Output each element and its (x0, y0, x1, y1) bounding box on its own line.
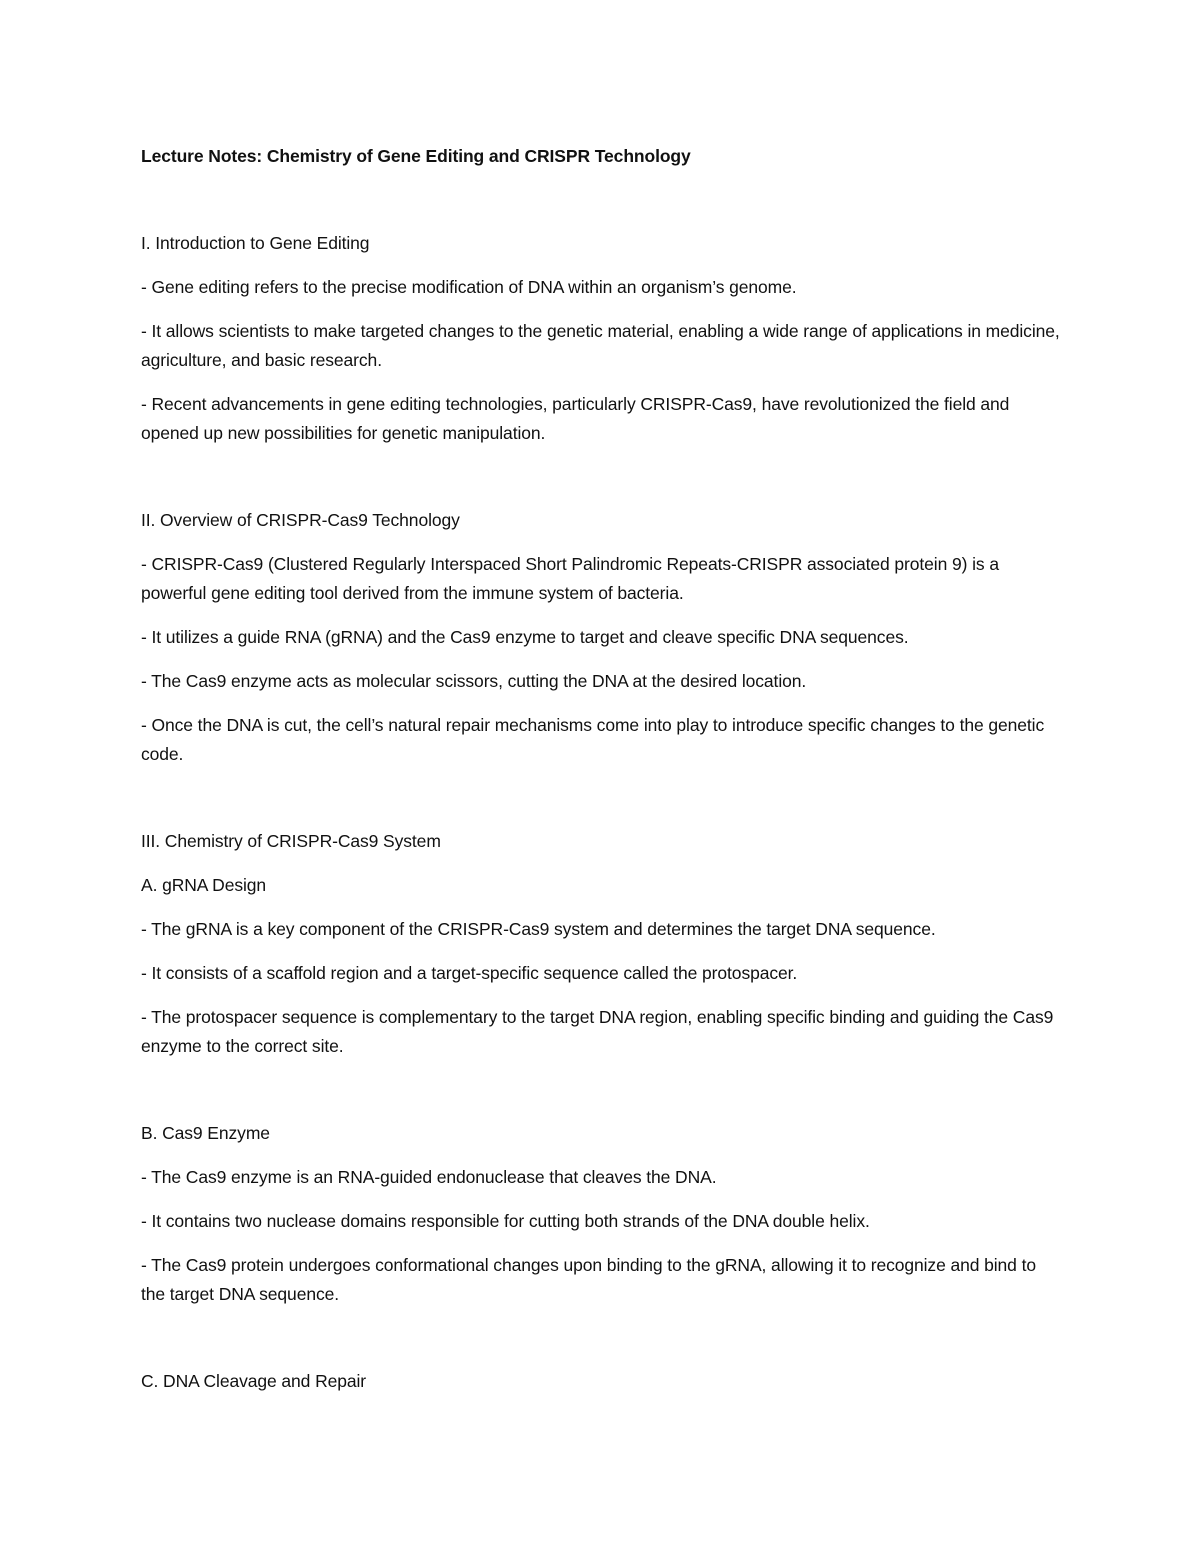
section-heading: B. Cas9 Enzyme (141, 1123, 270, 1143)
paragraph: - The gRNA is a key component of the CRISPR-Cas9 system and determines the target DNA sequence. (141, 919, 936, 939)
document-title: Lecture Notes: Chemistry of Gene Editing and CRISPR Technology (141, 146, 691, 166)
paragraph: - The protospacer sequence is complementary to the target DNA region, enabling specific binding and guiding the Cas9 enzyme to the correct site. (141, 1007, 1054, 1056)
paragraph: - Gene editing refers to the precise modification of DNA within an organism’s genome. (141, 277, 797, 297)
section-overview (141, 506, 1061, 769)
section-cas9-enzyme (141, 1119, 1061, 1309)
paragraph: - The Cas9 enzyme is an RNA-guided endonuclease that cleaves the DNA. (141, 1167, 717, 1187)
paragraph: - Recent advancements in gene editing technologies, particularly CRISPR-Cas9, have revolutionized the field and opened up new possibilities for genetic manipulation. (141, 394, 1010, 443)
document-body (141, 142, 1061, 1411)
paragraph: - It consists of a scaffold region and a target-specific sequence called the protospacer. (141, 963, 798, 983)
section-heading: C. DNA Cleavage and Repair (141, 1371, 367, 1391)
section-heading: II. Overview of CRISPR-Cas9 Technology (141, 510, 460, 530)
paragraph: - It contains two nuclease domains responsible for cutting both strands of the DNA double helix. (141, 1211, 870, 1231)
paragraph: - It allows scientists to make targeted changes to the genetic material, enabling a wide range of applications in medicine, agriculture, and basic research. (141, 321, 1060, 370)
paragraph: - It utilizes a guide RNA (gRNA) and the Cas9 enzyme to target and cleave specific DNA sequences. (141, 627, 909, 647)
section-heading: III. Chemistry of CRISPR-Cas9 System (141, 831, 441, 851)
paragraph: - The Cas9 protein undergoes conformational changes upon binding to the gRNA, allowing it to recognize and bind to the target DNA sequence. (141, 1255, 1036, 1304)
paragraph: - Once the DNA is cut, the cell’s natural repair mechanisms come into play to introduce specific changes to the genetic code. (141, 715, 1045, 764)
paragraph: - CRISPR-Cas9 (Clustered Regularly Interspaced Short Palindromic Repeats-CRISPR associated protein 9) is a powerful gene editing tool derived from the immune system of bacteria. (141, 554, 999, 603)
section-dna-cleavage (141, 1367, 1061, 1396)
section-chemistry (141, 827, 1061, 1061)
section-heading: I. Introduction to Gene Editing (141, 233, 370, 253)
section-introduction (141, 229, 1061, 448)
paragraph: - The Cas9 enzyme acts as molecular scissors, cutting the DNA at the desired location. (141, 671, 807, 691)
subsection-heading: A. gRNA Design (141, 875, 267, 895)
